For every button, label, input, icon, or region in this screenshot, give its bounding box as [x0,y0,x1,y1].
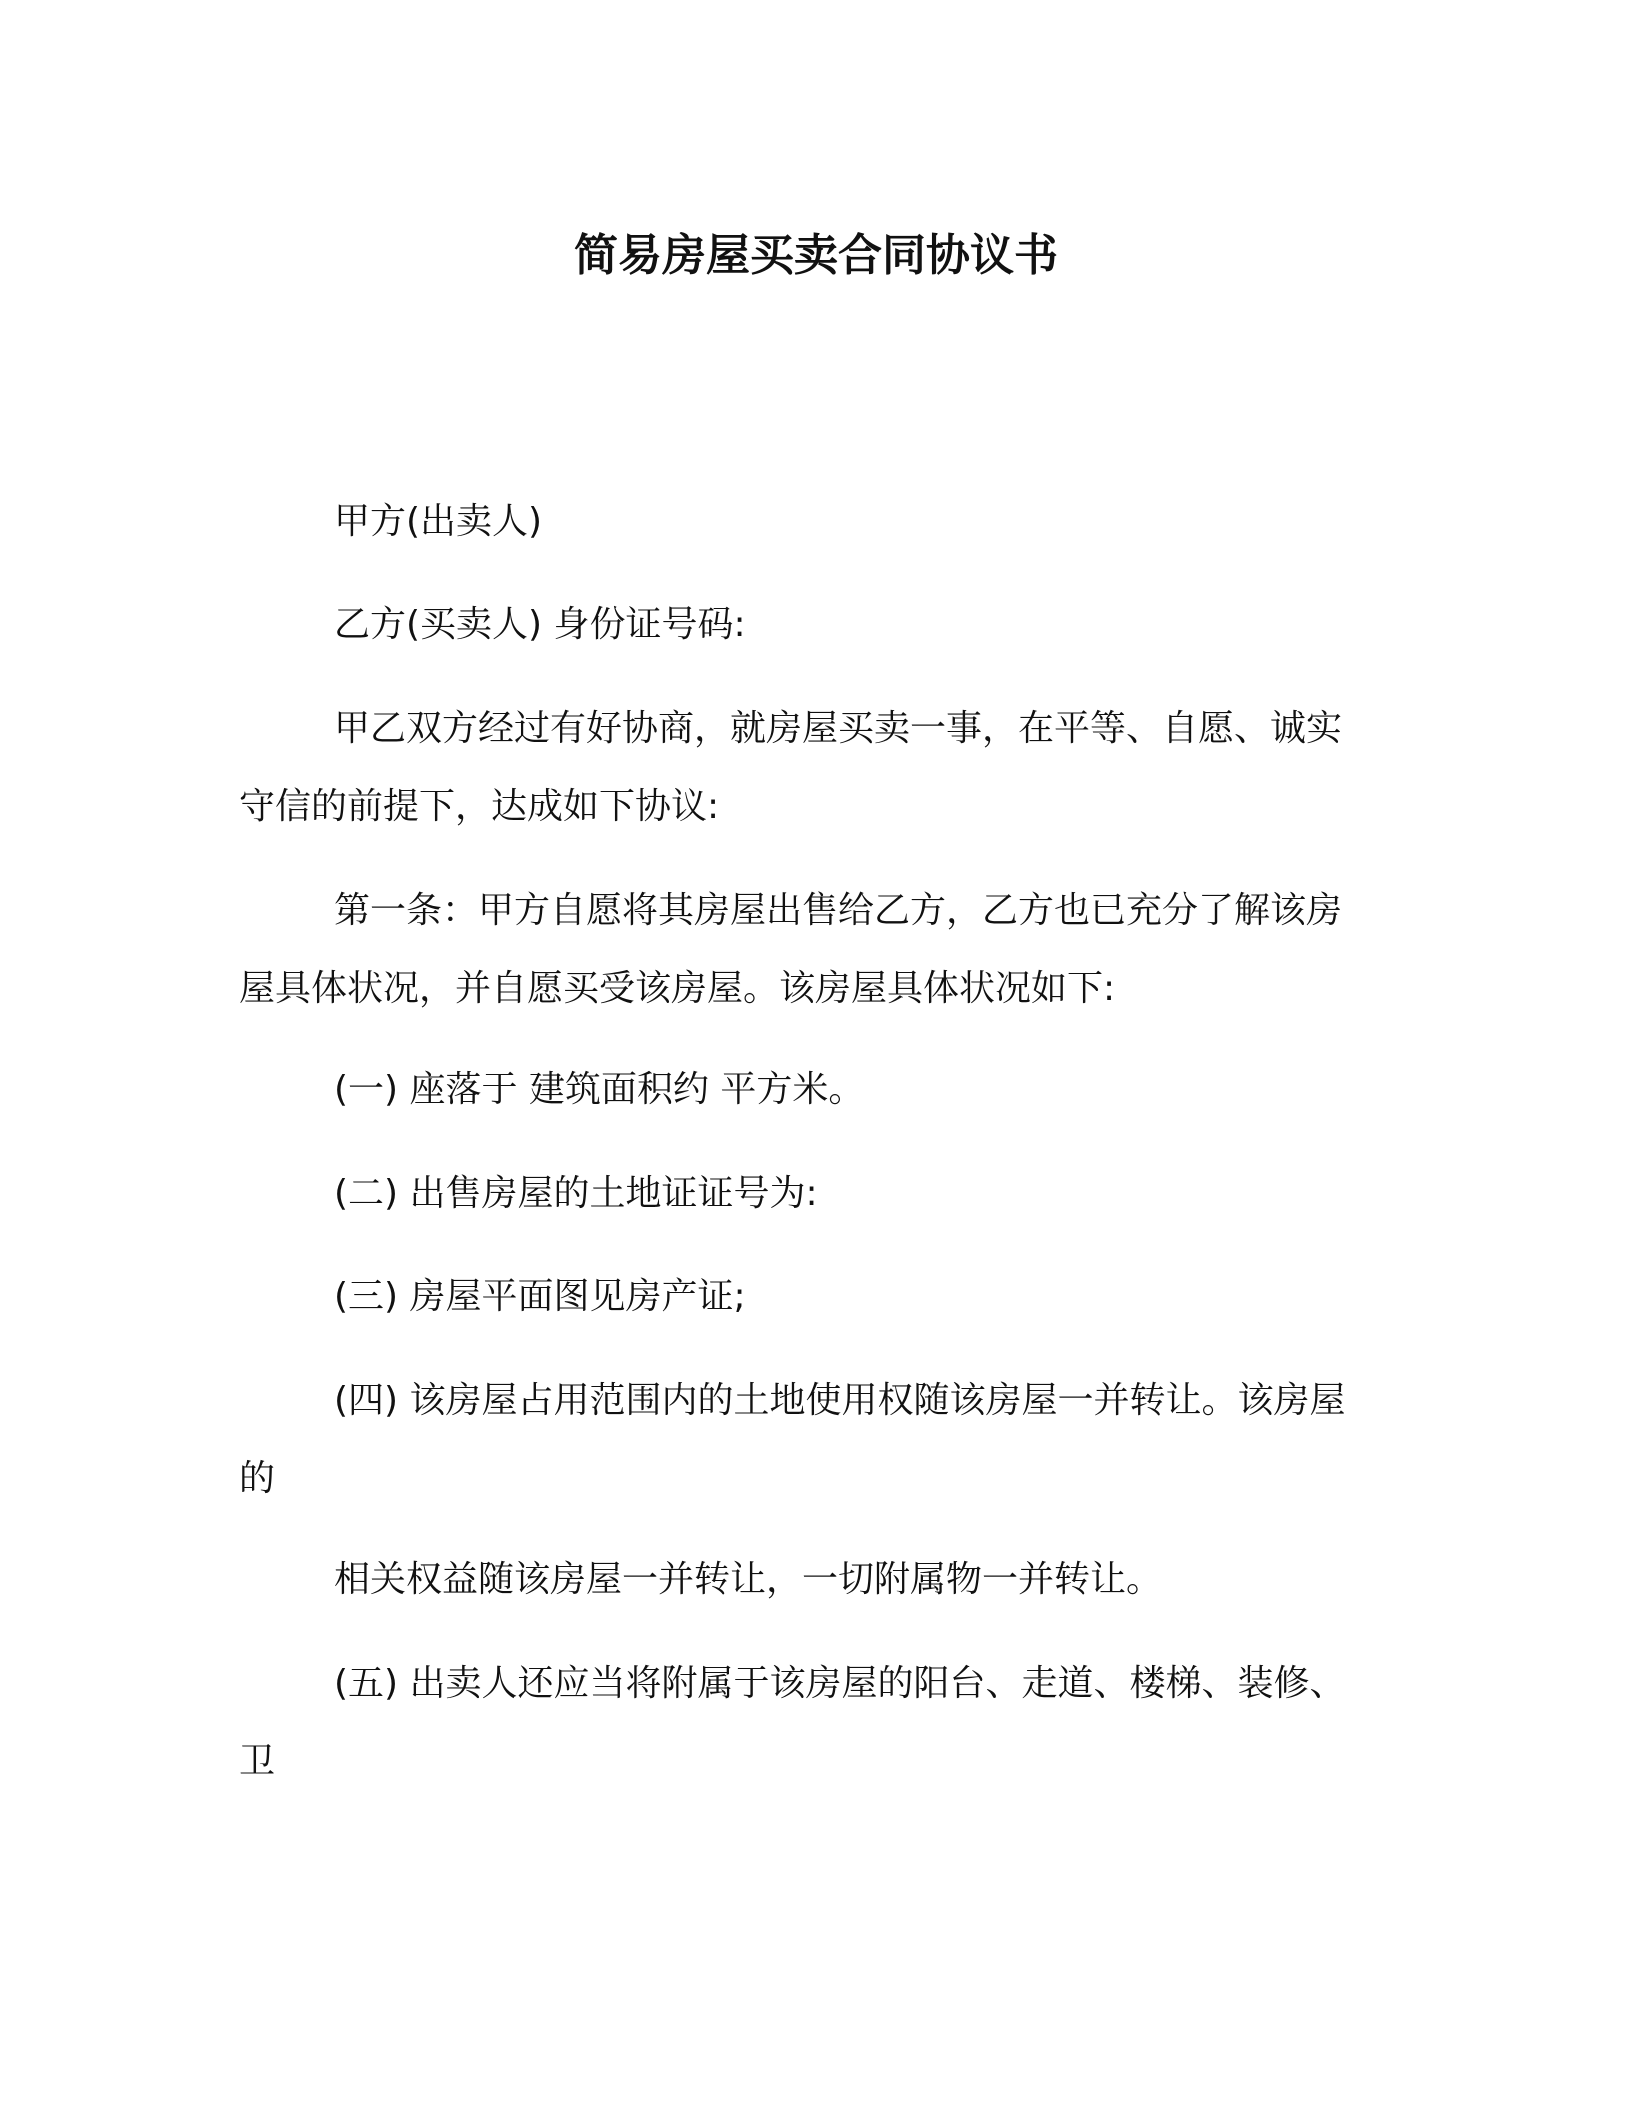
item-4-line-1: (四) 该房屋占用范围内的土地使用权随该房屋一并转让。该房屋 [334,1380,1346,1421]
paragraph-item-4 [239,1362,1377,1518]
paragraph-article-1 [239,872,1377,1028]
paragraph-item-2 [239,1155,1377,1233]
paragraph-item-4-continued [239,1541,1377,1619]
paragraph-party-b [239,586,1377,664]
paragraph-intro [239,690,1377,846]
party-b-text: 乙方(买卖人) 身份证号码: [334,604,746,645]
paragraph-party-a [239,483,1377,561]
document-title: 简易房屋买卖合同协议书 [574,230,1058,281]
item-3-text: (三) 房屋平面图见房产证; [334,1276,746,1317]
intro-line-1: 甲乙双方经过有好协商，就房屋买卖一事，在平等、自愿、诚实 [334,708,1343,749]
item-2-text: (二) 出售房屋的土地证证号为: [334,1173,818,1214]
paragraph-item-5 [239,1645,1377,1801]
party-a-text: 甲方(出卖人) [334,501,543,542]
item-5-line-2: 卫 [239,1741,276,1782]
item-1-text: (一) 座落于 建筑面积约 平方米。 [334,1069,865,1110]
paragraph-item-1 [239,1051,1377,1129]
article-1-line-1: 第一条：甲方自愿将其房屋出售给乙方，乙方也已充分了解该房 [334,890,1343,931]
item-4-continued-text: 相关权益随该房屋一并转让，一切附属物一并转让。 [334,1559,1163,1600]
paragraph-item-3 [239,1258,1377,1336]
intro-line-2: 守信的前提下，达成如下协议: [239,786,720,827]
article-1-line-2: 屋具体状况，并自愿买受该房屋。该房屋具体状况如下: [239,968,1116,1009]
item-4-line-2: 的 [239,1458,276,1499]
item-5-line-1: (五) 出卖人还应当将附属于该房屋的阳台、走道、楼梯、装修、 [334,1663,1346,1704]
